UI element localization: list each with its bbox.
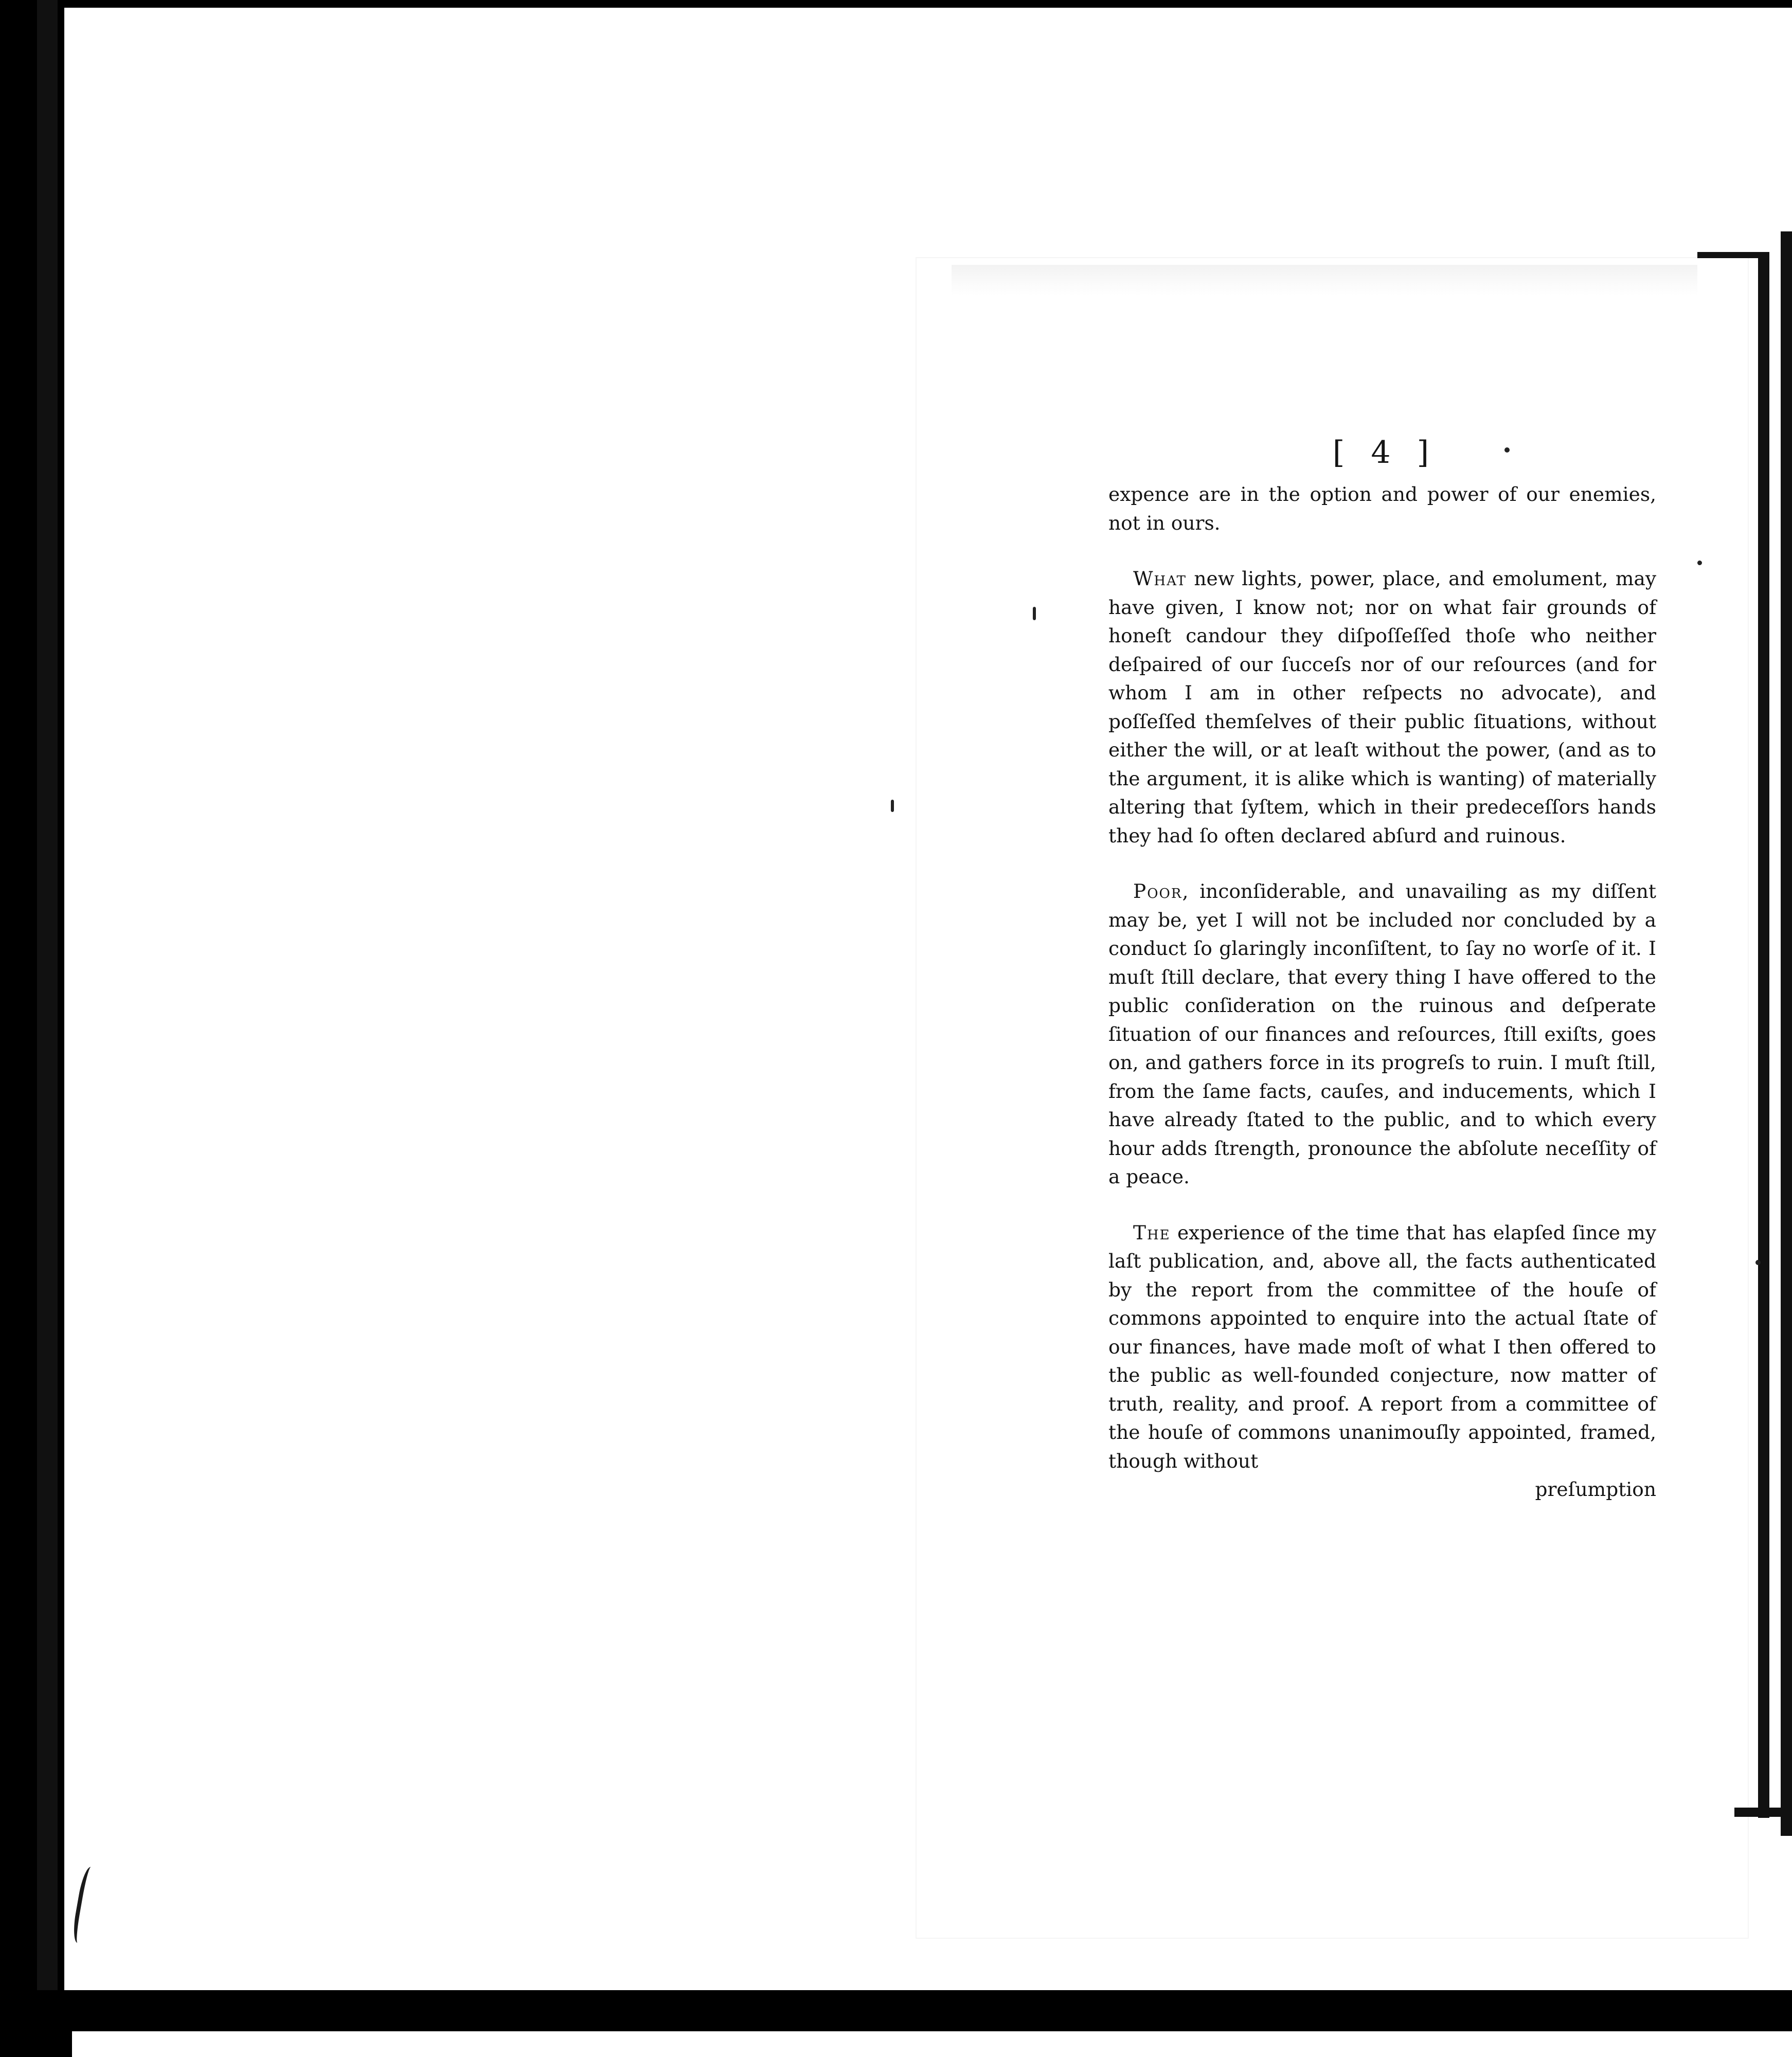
page-text <box>1108 437 1656 1504</box>
paragraph-3-text: , inconſiderable, and unavailing as my diſſent may be, yet I will not be included nor concluded by a conduct ſo glaringly inconſiſtent, to ſay no worſe of it. I muſt ſtill declare, that every thing I have offered to the public conſideration on the ruinous and deſperate ſituation of our finances and reſources, ſtill exiſts, goes on, and gathers force in its progreſs to ruin. I muſt ſtill, from the ſame facts, cauſes, and inducements, which I have already ſtated to the public, and to which every hour adds ſtrength, pronounce the abſolute neceſſity of a peace. <box>1108 880 1656 1188</box>
paragraph-2-lead: What <box>1133 567 1187 590</box>
paragraph-4 <box>1108 1219 1656 1476</box>
paragraph-1-text: expence are in the option and power of our enemies, not in ours. <box>1108 483 1656 534</box>
scan-right-edge <box>1781 231 1792 1836</box>
paragraph-2-text: new lights, power, place, and emolument, may have given, I know not; nor on what fair grounds of honeſt candour they diſpoſſeſſed thoſe who neither deſpaired of our ſucceſs nor of our reſources (and for whom I am in other reſpects no advocate), and poſſeſſed themſelves of their public ſituations, without either the will, or at leaſt without the power, (and as to the argument, it is alike which is wanting) of materially altering that ſyſtem, which in their predeceſſors hands they had ſo often declared abſurd and ruinous. <box>1108 567 1656 847</box>
scan-mark <box>1697 561 1702 565</box>
scan-mark <box>891 800 894 812</box>
paragraph-4-text: experience of the time that has elapſed ſince my laſt publication, and, above all, the facts authenticated by the report from the committee of the houſe of commons appointed to enquire into the actual ſtate of our finances, have made moſt of what I then offered to the public as well-founded conjecture, now matter of truth, reality, and proof. A report from a committee of the houſe of commons unanimouſly appointed, framed, though without <box>1108 1221 1656 1472</box>
scan-left-edge <box>37 0 58 1990</box>
paragraph-4-lead: The <box>1133 1221 1171 1244</box>
scan-mark <box>1033 607 1036 620</box>
paragraph-1 <box>1108 480 1656 537</box>
paragraph-3-lead: Poor <box>1133 880 1182 903</box>
paragraph-3 <box>1108 877 1656 1192</box>
next-page-edge <box>72 2031 1792 2057</box>
binding-bar <box>1758 252 1769 1818</box>
paragraph-2 <box>1108 565 1656 850</box>
catchword: preſumption <box>1535 1478 1656 1501</box>
page-number: [ 4 ] <box>1332 435 1438 471</box>
scan-mark <box>1755 1260 1761 1265</box>
page-top-smudge <box>952 265 1697 296</box>
